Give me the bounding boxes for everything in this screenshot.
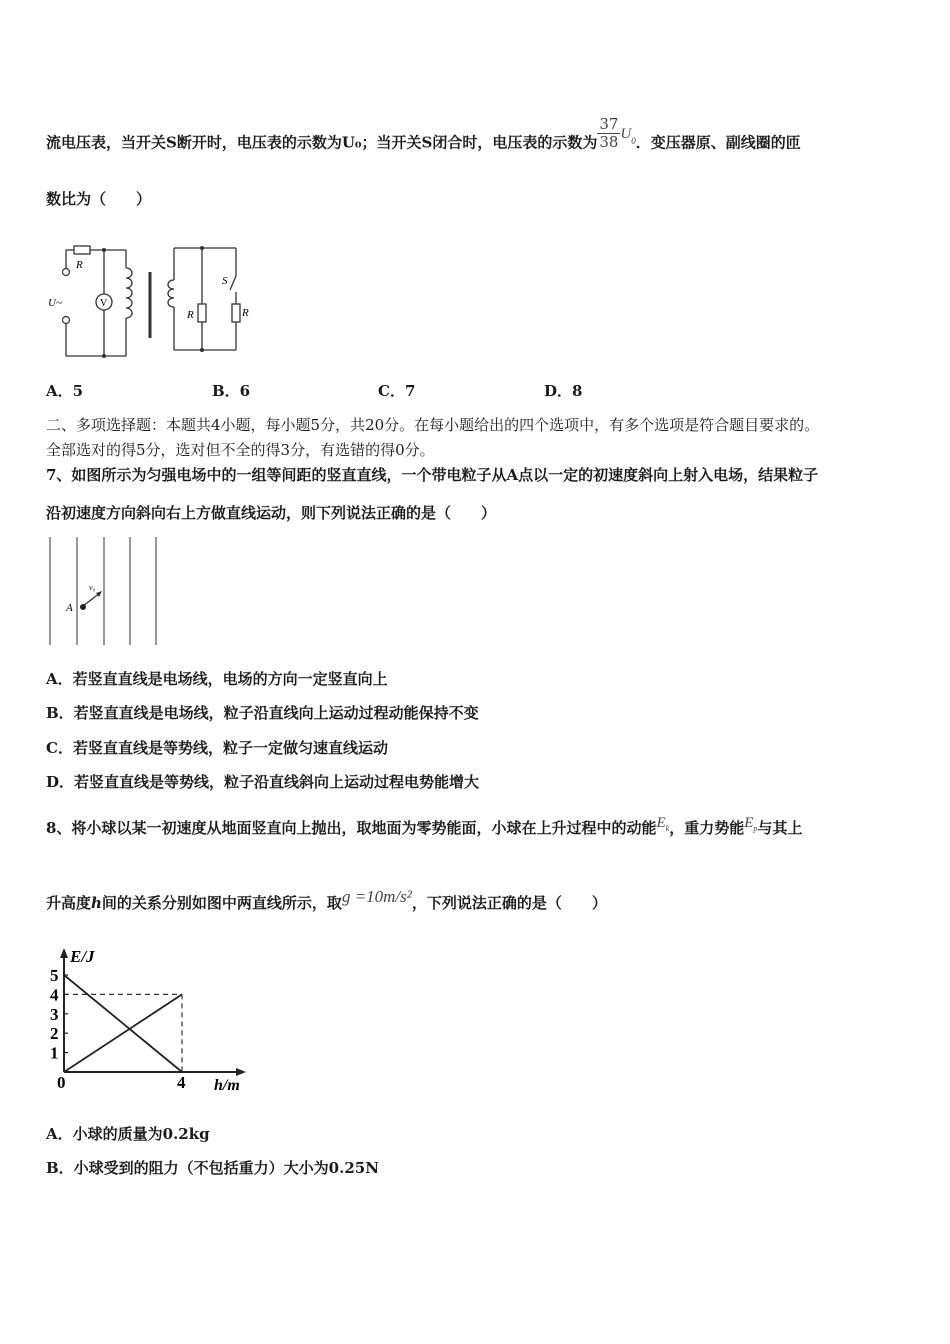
q8-series-line-ek bbox=[64, 975, 182, 1072]
q8-y-axis-label: E/J bbox=[70, 947, 95, 966]
q8-y-tick-1: 1 bbox=[50, 1043, 59, 1063]
q7-option-c[interactable]: C．若竖直直线是等势线，粒子一定做匀速直线运动 bbox=[46, 739, 388, 757]
q6-terminal-top bbox=[63, 269, 70, 276]
q6-resistor-r3 bbox=[232, 304, 240, 322]
q6-resistor-r2 bbox=[198, 304, 206, 322]
q6-resistor-r1 bbox=[74, 246, 90, 254]
q6-option-a[interactable]: A．5 bbox=[46, 382, 84, 400]
q6-label-u: U~ bbox=[48, 297, 62, 309]
q7-field-lines-figure bbox=[46, 535, 166, 650]
q8-y-axis-arrow bbox=[60, 948, 68, 958]
section2-instructions-line1: 二、多项选择题：本题共4小题，每小题5分，共20分。在每小题给出的四个选项中，有多个选项是符合题目要求的。 bbox=[46, 416, 820, 434]
q6-voltage-subscript: 0 bbox=[631, 135, 636, 146]
q7-option-a[interactable]: A．若竖直直线是电场线，电场的方向一定竖直向上 bbox=[46, 670, 388, 688]
section2-instructions-line2: 全部选对的得5分，选对但不全的得3分，有选错的得0分。 bbox=[46, 441, 435, 459]
q8-option-b[interactable]: B．小球受到的阻力（不包括重力）大小为0.25N bbox=[46, 1159, 379, 1177]
q6-option-c[interactable]: C．7 bbox=[378, 382, 416, 400]
q8-x-tick-4: 4 bbox=[177, 1073, 186, 1092]
q7-label-a: A bbox=[66, 602, 73, 614]
q6-label-r2: R bbox=[187, 309, 194, 321]
q8-h-symbol: h bbox=[91, 894, 102, 912]
q8-stem-text-e: 间的关系分别如图中两直线所示，取 bbox=[101, 894, 342, 912]
q8-stem-text-d: 升高度 bbox=[46, 894, 92, 912]
q8-y-tick-5: 5 bbox=[50, 966, 59, 985]
q6-stem-text-a: 流电压表，当开关S断开时，电压表的示数为U₀；当开关S闭合时，电压表的示数为 bbox=[46, 133, 598, 152]
q8-option-a[interactable]: A．小球的质量为0.2kg bbox=[46, 1125, 210, 1143]
q6-label-r1: R bbox=[76, 259, 83, 271]
q8-x-axis-label: h/m bbox=[214, 1077, 240, 1094]
q6-option-d[interactable]: D．8 bbox=[544, 382, 583, 400]
q7-stem-line2: 沿初速度方向斜向右上方做直线运动，则下列说法正确的是（ ） bbox=[46, 504, 497, 522]
q8-ek-subscript: k bbox=[665, 824, 670, 833]
q8-y-tick-4: 4 bbox=[50, 985, 59, 1005]
q6-stem-line2: 数比为（ ） bbox=[46, 190, 152, 208]
q8-stem-text-f: ，下列说法正确的是（ ） bbox=[411, 894, 607, 912]
q8-stem-line1 bbox=[46, 815, 910, 845]
q6-label-v: V bbox=[100, 298, 108, 309]
q7-option-b[interactable]: B．若竖直直线是电场线，粒子沿直线向上运动过程动能保持不变 bbox=[46, 704, 479, 722]
q6-transformer-circuit-figure bbox=[46, 240, 256, 362]
q6-fraction-denominator: 38 bbox=[599, 133, 619, 151]
q8-ep-symbol: E bbox=[744, 815, 754, 831]
q8-y-tick-3: 3 bbox=[50, 1004, 59, 1024]
q7-label-v0: v₀ bbox=[89, 583, 96, 592]
q6-fraction-numerator: 37 bbox=[599, 115, 619, 133]
q6-terminal-bottom bbox=[63, 317, 70, 324]
q6-label-r3: R bbox=[242, 307, 249, 319]
q6-stem-text-b: ．变压器原、副线圈的匝 bbox=[635, 133, 801, 152]
q6-voltage-symbol: U bbox=[620, 125, 632, 142]
q8-stem-text-c: 与其上 bbox=[757, 819, 803, 837]
q8-y-tick-2: 2 bbox=[50, 1024, 59, 1044]
q8-x-tick-0: 0 bbox=[57, 1073, 66, 1092]
q6-label-s: S bbox=[222, 275, 228, 287]
q7-particle-a bbox=[80, 604, 86, 610]
q8-ep-subscript: p bbox=[753, 824, 758, 833]
q8-stem-text-b: ，重力势能 bbox=[669, 819, 745, 837]
q6-options bbox=[46, 381, 710, 401]
q8-series-line-ep bbox=[64, 994, 182, 1072]
q8-g-equation: g =10m/s² bbox=[341, 887, 412, 906]
q6-switch-s bbox=[230, 276, 236, 290]
q7-stem-line1: 7、如图所示为匀强电场中的一组等间距的竖直直线，一个带电粒子从A点以一定的初速度斜向上射入电场，结果粒子 bbox=[46, 466, 819, 484]
q7-option-d[interactable]: D．若竖直直线是等势线，粒子沿直线斜向上运动过程电势能增大 bbox=[46, 773, 480, 791]
q8-ek-symbol: E bbox=[656, 815, 666, 831]
q8-stem-text-a: 8、将小球以某一初速度从地面竖直向上抛出，取地面为零势能面，小球在上升过程中的动能 bbox=[46, 819, 657, 837]
q8-energy-height-chart bbox=[46, 940, 256, 1095]
q6-option-b[interactable]: B．6 bbox=[212, 382, 251, 400]
q6-fraction bbox=[597, 116, 620, 151]
q8-stem-line2 bbox=[46, 887, 910, 913]
q8-x-axis-arrow bbox=[236, 1068, 246, 1076]
q7-velocity-arrow bbox=[83, 593, 100, 606]
q6-stem-line1 bbox=[46, 115, 910, 161]
